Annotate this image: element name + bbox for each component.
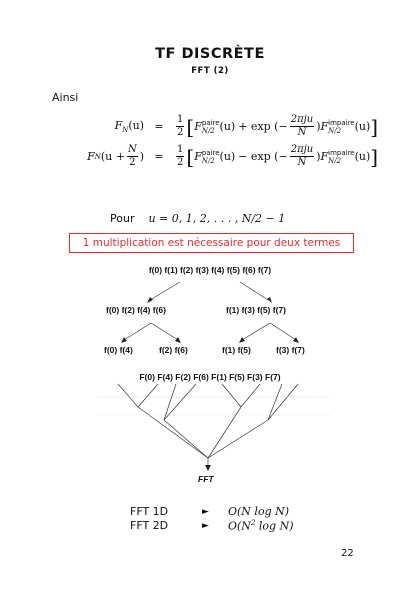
tree-level2-item: f(2) f(6) [159, 345, 188, 355]
equation-1-lhs: $F_N(u)$ [114, 118, 144, 135]
arrow-head [205, 465, 211, 471]
tree-level1-right: f(1) f(3) f(5) f(7) [226, 305, 286, 315]
play-arrow-icon: ► [202, 520, 209, 531]
tree-edge [124, 323, 151, 340]
tree-level0: f(0) f(1) f(2) f(3) f(4) f(5) f(6) f(7) [148, 265, 272, 275]
arrow-head [293, 337, 299, 343]
tree-edge [150, 282, 180, 300]
tree-outputs: F(0) F(4) F(2) F(6) F(1) F(5) F(3) F(7) [139, 372, 281, 382]
tree-edge [138, 384, 158, 407]
equation-2-rhs: $\frac{1}{2}$ [ F paire N/2 (u) − exp (− $\frac{\text{2πju}}{N}$ ) F impaire N/2 (u) ] [177, 144, 379, 169]
arrow-head [147, 297, 153, 303]
complexity-row-2d: FFT 2D ► $O(N^2$ log N) [130, 519, 294, 533]
tree-edge [242, 323, 270, 340]
tree-edge [268, 384, 282, 420]
tree-edge [208, 420, 268, 458]
pour-line: Pour u = 0, 1, 2, . . . , N/2 − 1 [110, 212, 286, 225]
equation-1-rhs: $\frac{1}{2}$ [ F paire N/2 (u) + exp (− $\frac{\text{2πju}}{N}$ ) F impaire N/2 (u) ] [177, 114, 379, 139]
play-arrow-icon: ► [202, 506, 209, 517]
tree-edge [118, 384, 138, 407]
equation-2-lhs: F N (u + $\frac{N}{2}$ ) [87, 144, 144, 168]
tree-edge [241, 384, 260, 407]
page-number: 22 [341, 548, 354, 559]
tree-level2-item: f(1) f(5) [222, 345, 251, 355]
tree-edge [164, 384, 196, 420]
tree-level1-left: f(0) f(2) f(4) f(6) [106, 305, 166, 315]
page-subtitle: FFT (2) [191, 66, 229, 76]
arrow-head [175, 337, 181, 343]
arrow-head [239, 337, 245, 343]
intro-text: Ainsi [52, 91, 79, 104]
multiplication-note: 1 multiplication est nécessaire pour deux termes [69, 233, 354, 253]
fft-result-label: FFT [198, 474, 214, 484]
tree-edge [164, 384, 176, 420]
tree-edge [270, 323, 296, 340]
arrow-head [121, 337, 127, 343]
tree-edge [138, 407, 208, 458]
tree-edge [208, 407, 241, 458]
equation-1-equals: = [154, 120, 164, 133]
tree-edge [164, 420, 208, 458]
tree-edge [240, 282, 268, 300]
half-fraction: $\frac{1}{2}$ [177, 114, 184, 138]
tree-level2-item: f(3) f(7) [276, 345, 305, 355]
equation-2-equals: = [154, 150, 164, 163]
complexity-list [130, 505, 294, 533]
tree-edge [151, 323, 178, 340]
tree-level2-item: f(0) f(4) [104, 345, 133, 355]
page-title: TF DISCRÈTE [155, 46, 265, 62]
tree-edge [222, 384, 241, 407]
tree-edge [268, 384, 298, 420]
complexity-row-1d: FFT 1D ► O(N log N) [130, 505, 290, 518]
